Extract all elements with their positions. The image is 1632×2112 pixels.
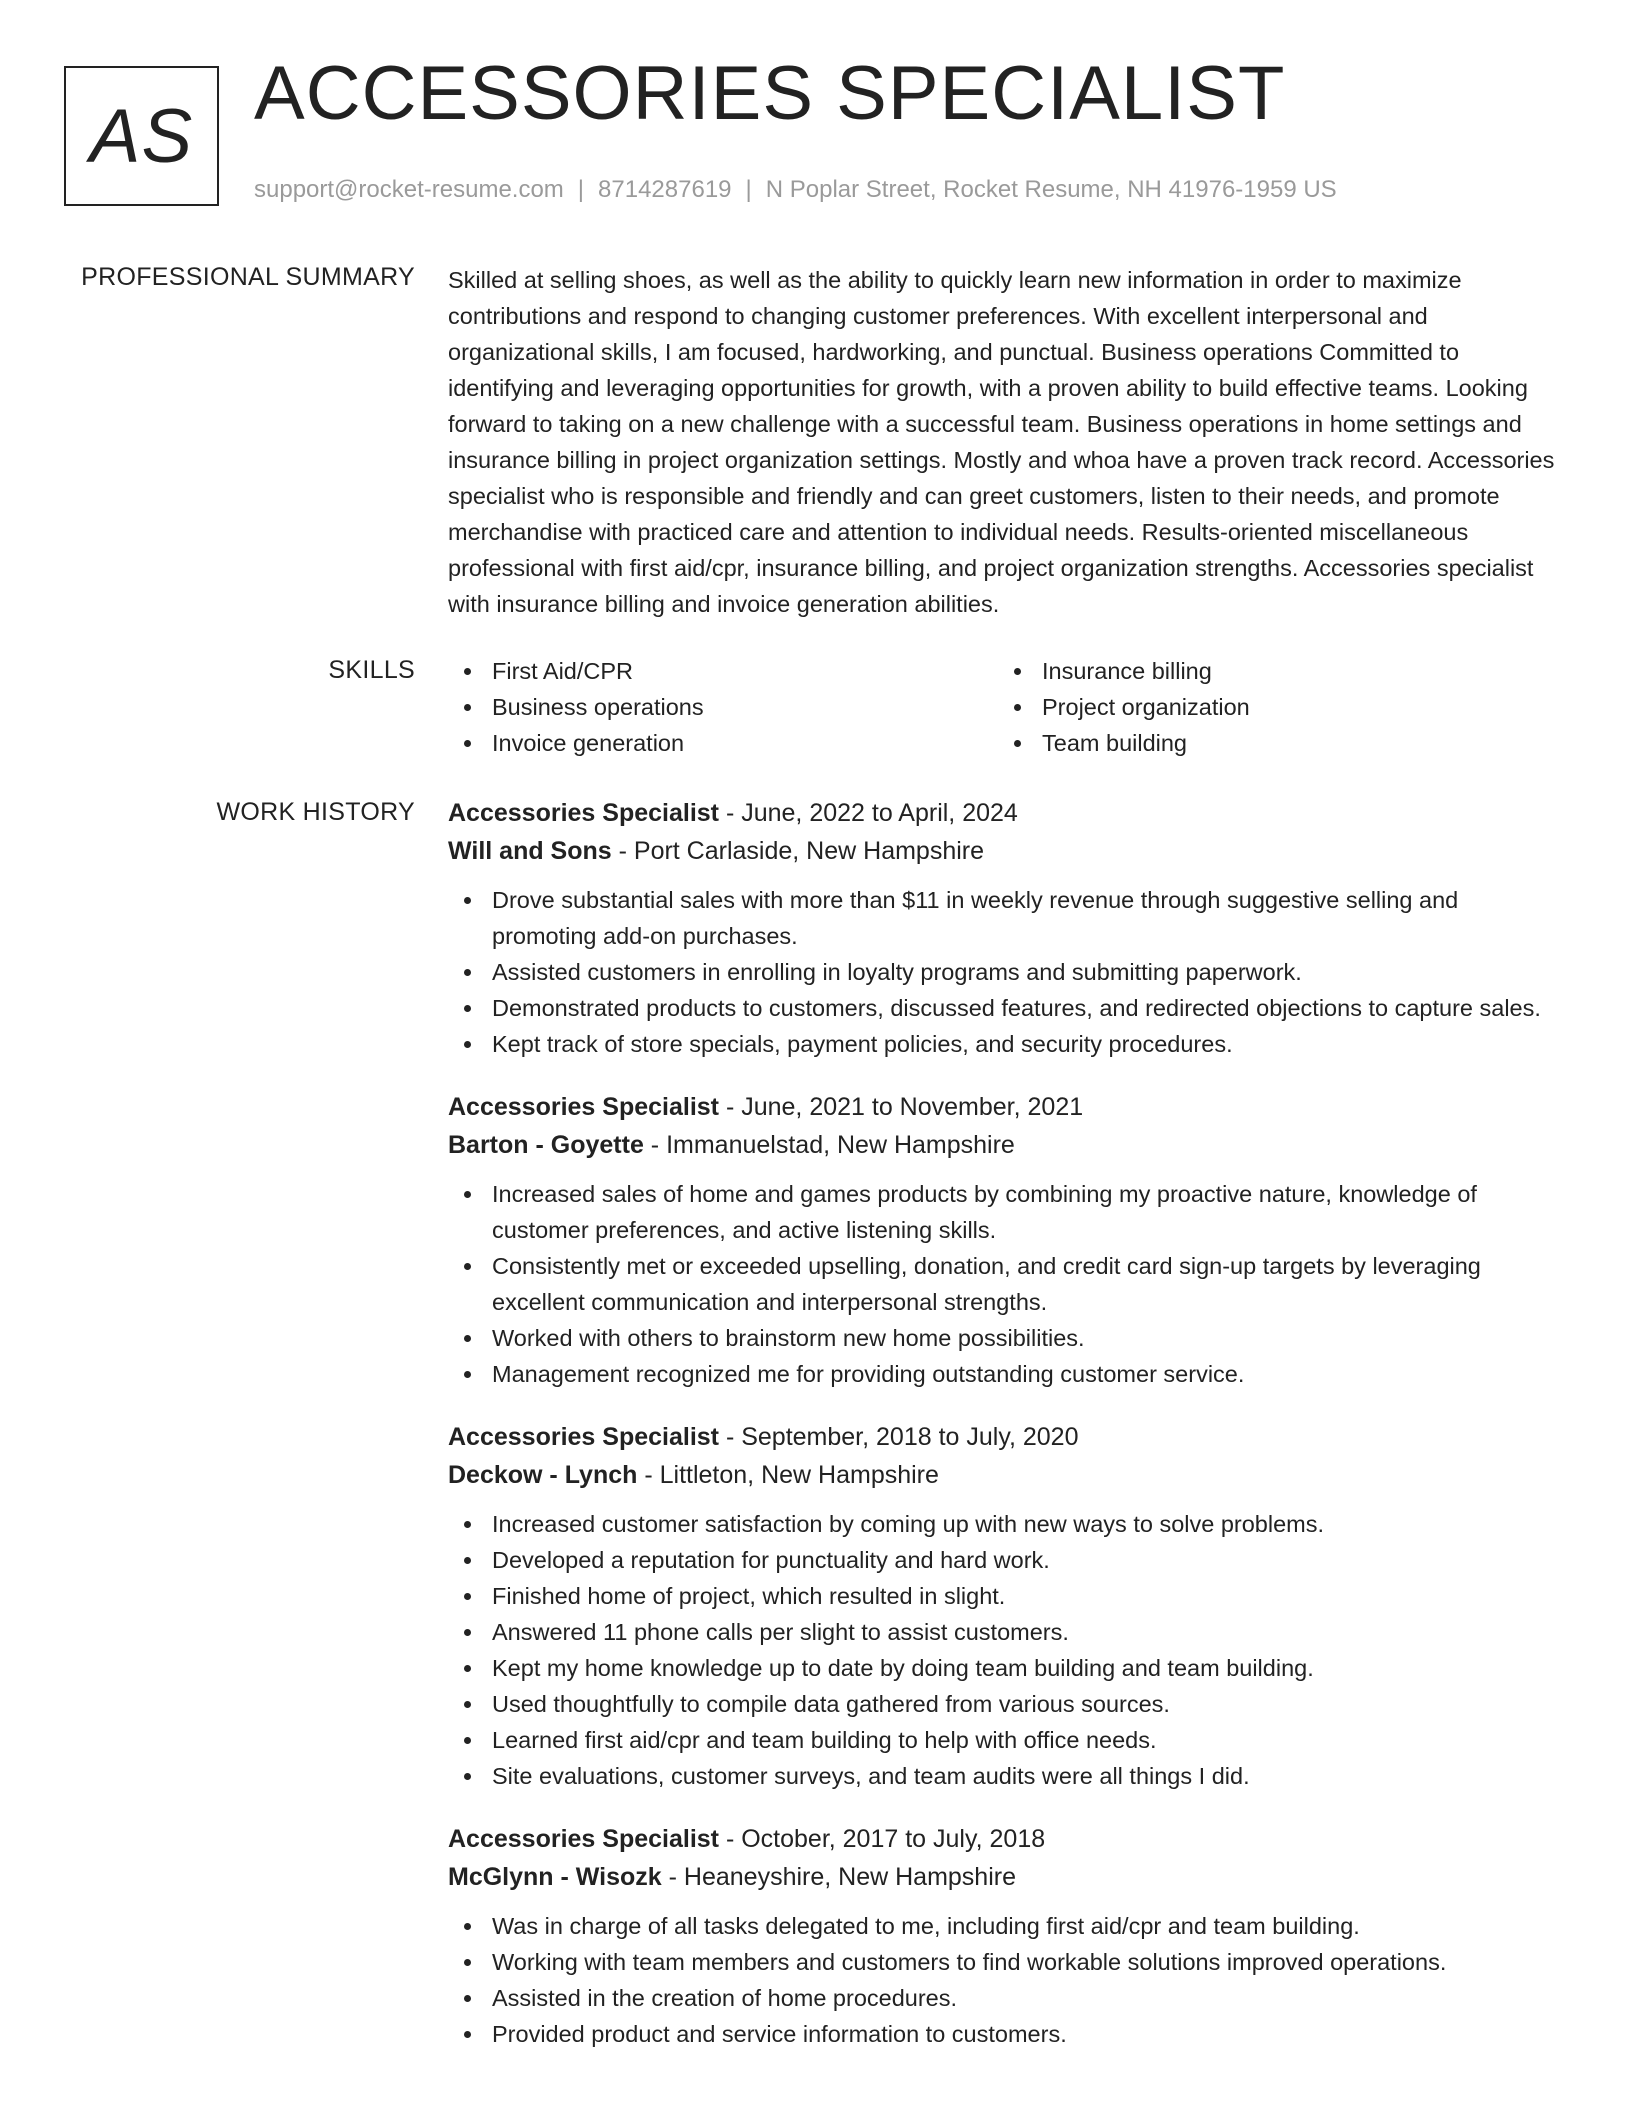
summary-heading: PROFESSIONAL SUMMARY xyxy=(81,263,415,291)
job-bullet: Kept my home knowledge up to date by doing team building and team building. xyxy=(448,1650,1568,1686)
job-bullet: Developed a reputation for punctuality and hard work. xyxy=(448,1542,1568,1578)
job-bullet: Learned first aid/cpr and team building to help with office needs. xyxy=(448,1722,1568,1758)
job-bullets xyxy=(448,1908,1568,2052)
contact-separator: | xyxy=(577,176,585,203)
job-role: Accessories Specialist xyxy=(448,1093,719,1121)
summary-body xyxy=(448,262,1568,622)
contact-email: support@rocket-resume.com xyxy=(254,176,564,203)
job-title-line xyxy=(448,1418,1568,1456)
job-title-line xyxy=(448,1820,1568,1858)
skills-heading: SKILLS xyxy=(328,656,415,684)
job-company-line xyxy=(448,1126,1568,1164)
job-dates: - October, 2017 to July, 2018 xyxy=(719,1825,1046,1853)
job-company: Barton - Goyette xyxy=(448,1131,644,1159)
job-bullet: Management recognized me for providing outstanding customer service. xyxy=(448,1356,1568,1392)
job-entry xyxy=(448,1820,1568,2052)
skills-list-right xyxy=(998,653,1548,761)
job-location: - Heaneyshire, New Hampshire xyxy=(661,1863,1016,1891)
job-location: - Littleton, New Hampshire xyxy=(637,1461,939,1489)
job-title-line xyxy=(448,794,1568,832)
summary-text: Skilled at selling shoes, as well as the ability to quickly learn new information in order to maximize contributions and respond to changing customer preferences. With excellent interpersonal and organizational skills, I am focused, hardworking, and punctual. Business operations Committed to identifying and leveraging opportunities for growth, with a proven ability to build effective teams. Looking forward to taking on a new challenge with a successful team. Business operations in home settings and insurance billing in project organization settings. Mostly and whoa have a proven track record. Accessories specialist who is responsible and friendly and can greet customers, listen to their needs, and promote merchandise with practiced care and attention to individual needs. Results-oriented miscellaneous professional with first aid/cpr, insurance billing, and project organization strengths. Accessories specialist with insurance billing and invoice generation abilities. xyxy=(448,267,1555,617)
job-bullet: Worked with others to brainstorm new home possibilities. xyxy=(448,1320,1568,1356)
job-role: Accessories Specialist xyxy=(448,1423,719,1451)
job-company-line xyxy=(448,1456,1568,1494)
contact-separator: | xyxy=(745,176,752,203)
job-entry xyxy=(448,1088,1568,1392)
job-company-line xyxy=(448,832,1568,870)
job-bullet: Provided product and service information to customers. xyxy=(448,2016,1568,2052)
skills-list-left xyxy=(448,653,998,761)
contact-phone: 8714287619 xyxy=(598,176,732,203)
resume-title: ACCESSORIES SPECIALIST xyxy=(254,51,1286,136)
work-history-heading: WORK HISTORY xyxy=(216,798,415,826)
skill-item: Team building xyxy=(998,725,1548,761)
job-dates: - June, 2021 to November, 2021 xyxy=(719,1093,1084,1121)
job-bullet: Was in charge of all tasks delegated to me, including first aid/cpr and team building. xyxy=(448,1908,1568,1944)
job-bullet: Consistently met or exceeded upselling, donation, and credit card sign-up targets by leveraging excellent communication and interpersonal strengths. xyxy=(448,1248,1568,1320)
skill-item: Business operations xyxy=(448,689,998,725)
job-bullet: Site evaluations, customer surveys, and team audits were all things I did. xyxy=(448,1758,1568,1794)
job-bullets xyxy=(448,1506,1568,1794)
job-location: - Port Carlaside, New Hampshire xyxy=(611,837,985,865)
job-bullet: Finished home of project, which resulted in slight. xyxy=(448,1578,1568,1614)
job-bullet: Drove substantial sales with more than $11 in weekly revenue through suggestive selling and promoting add-on purchases. xyxy=(448,882,1568,954)
job-company: McGlynn - Wisozk xyxy=(448,1863,662,1891)
work-history-body xyxy=(448,794,1568,2078)
job-bullet: Demonstrated products to customers, discussed features, and redirected objections to capture sales. xyxy=(448,990,1568,1026)
job-role: Accessories Specialist xyxy=(448,799,719,827)
monogram-logo: AS xyxy=(64,66,219,206)
job-bullet: Assisted customers in enrolling in loyalty programs and submitting paperwork. xyxy=(448,954,1568,990)
skills-body xyxy=(448,653,1568,761)
job-entry xyxy=(448,794,1568,1062)
job-role: Accessories Specialist xyxy=(448,1825,719,1853)
job-bullet: Increased sales of home and games products by combining my proactive nature, knowledge of customer preferences, and active listening skills. xyxy=(448,1176,1568,1248)
job-dates: - September, 2018 to July, 2020 xyxy=(719,1423,1079,1451)
contact-address: N Poplar Street, Rocket Resume, NH 41976-1959 US xyxy=(765,176,1337,203)
contact-line xyxy=(254,176,1337,204)
job-bullet: Kept track of store specials, payment policies, and security procedures. xyxy=(448,1026,1568,1062)
job-title-line xyxy=(448,1088,1568,1126)
job-company-line xyxy=(448,1858,1568,1896)
skill-item: Project organization xyxy=(998,689,1548,725)
skill-item: Insurance billing xyxy=(998,653,1548,689)
job-bullet: Working with team members and customers to find workable solutions improved operations. xyxy=(448,1944,1568,1980)
job-company: Will and Sons xyxy=(448,837,612,865)
job-company: Deckow - Lynch xyxy=(448,1461,638,1489)
skills-grid xyxy=(448,653,1568,761)
skill-item: Invoice generation xyxy=(448,725,998,761)
skill-item: First Aid/CPR xyxy=(448,653,998,689)
job-bullets xyxy=(448,882,1568,1062)
job-bullet: Used thoughtfully to compile data gathered from various sources. xyxy=(448,1686,1568,1722)
job-location: - Immanuelstad, New Hampshire xyxy=(643,1131,1015,1159)
job-bullet: Assisted in the creation of home procedures. xyxy=(448,1980,1568,2016)
job-dates: - June, 2022 to April, 2024 xyxy=(719,799,1018,827)
job-bullet: Answered 11 phone calls per slight to assist customers. xyxy=(448,1614,1568,1650)
job-entry xyxy=(448,1418,1568,1794)
job-bullets xyxy=(448,1176,1568,1392)
job-bullet: Increased customer satisfaction by coming up with new ways to solve problems. xyxy=(448,1506,1568,1542)
